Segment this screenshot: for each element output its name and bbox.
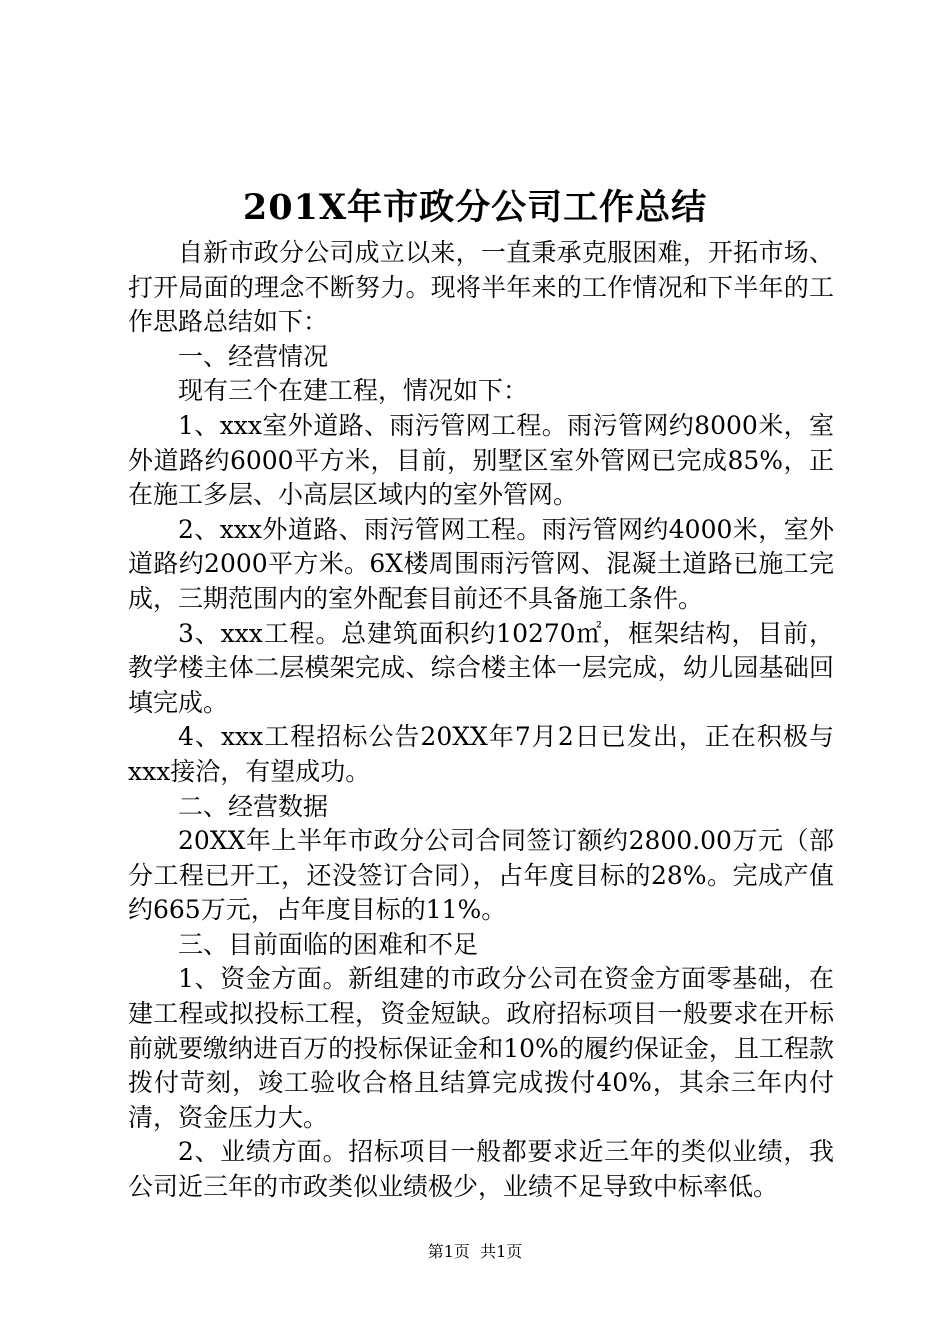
intro-paragraph: 自新市政分公司成立以来，一直秉承克服困难，开拓市场、打开局面的理念不断努力。现将半年来的工作情况和下半年的工作思路总结如下： <box>128 238 834 337</box>
data-paragraph: 20XX年上半年市政分公司合同签订额约2800.00万元（部分工程已开工，还没签订合同），占年度目标的28%。完成产值约665万元，占年度目标的11%。 <box>128 826 834 925</box>
page-number: 第1页 <box>427 1242 470 1261</box>
project-item-4: 4、xxx工程招标公告20XX年7月2日已发出，正在积极与xxx接洽，有望成功。 <box>128 722 834 786</box>
project-item-1: 1、xxx室外道路、雨污管网工程。雨污管网约8000米，室外道路约6000平方米，目前，别墅区室外管网已完成85%，正在施工多层、小高层区域内的室外管网。 <box>128 410 834 510</box>
section-heading-difficulties: 三、目前面临的困难和不足 <box>178 929 479 959</box>
project-item-2: 2、xxx外道路、雨污管网工程。雨污管网约4000米，室外道路约2000平方米。6X楼周围雨污管网、混凝土道路已施工完成，三期范围内的室外配套目前还不具备施工条件。 <box>128 514 834 613</box>
page-footer <box>0 1240 950 1264</box>
difficulty-item-1: 1、资金方面。新组建的市政分公司在资金方面零基础，在建工程或拟投标工程，资金短缺。政府招标项目一般要求在开标前就要缴纳进百万的投标保证金和10%的履约保证金，且工程款拨付苛刻，竣工验收合格且结算完成拨付40%，其余三年内付清，资金压力大。 <box>128 964 834 1132</box>
page-total: 共1页 <box>480 1242 523 1261</box>
section-heading-operations: 一、经营情况 <box>178 341 329 371</box>
difficulty-item-2: 2、业绩方面。招标项目一般都要求近三年的类似业绩，我公司近三年的市政类似业绩极少，业绩不足导致中标率低。 <box>128 1137 834 1202</box>
projects-intro-paragraph: 现有三个在建工程，情况如下： <box>178 376 529 406</box>
document-title: 201X年市政分公司工作总结 <box>242 187 708 228</box>
document-body <box>128 236 834 1205</box>
section-heading-data: 二、经营数据 <box>178 791 329 821</box>
project-item-3: 3、xxx工程。总建筑面积约10270㎡，框架结构，目前，教学楼主体二层模架完成、综合楼主体一层完成，幼儿园基础回填完成。 <box>128 618 834 717</box>
